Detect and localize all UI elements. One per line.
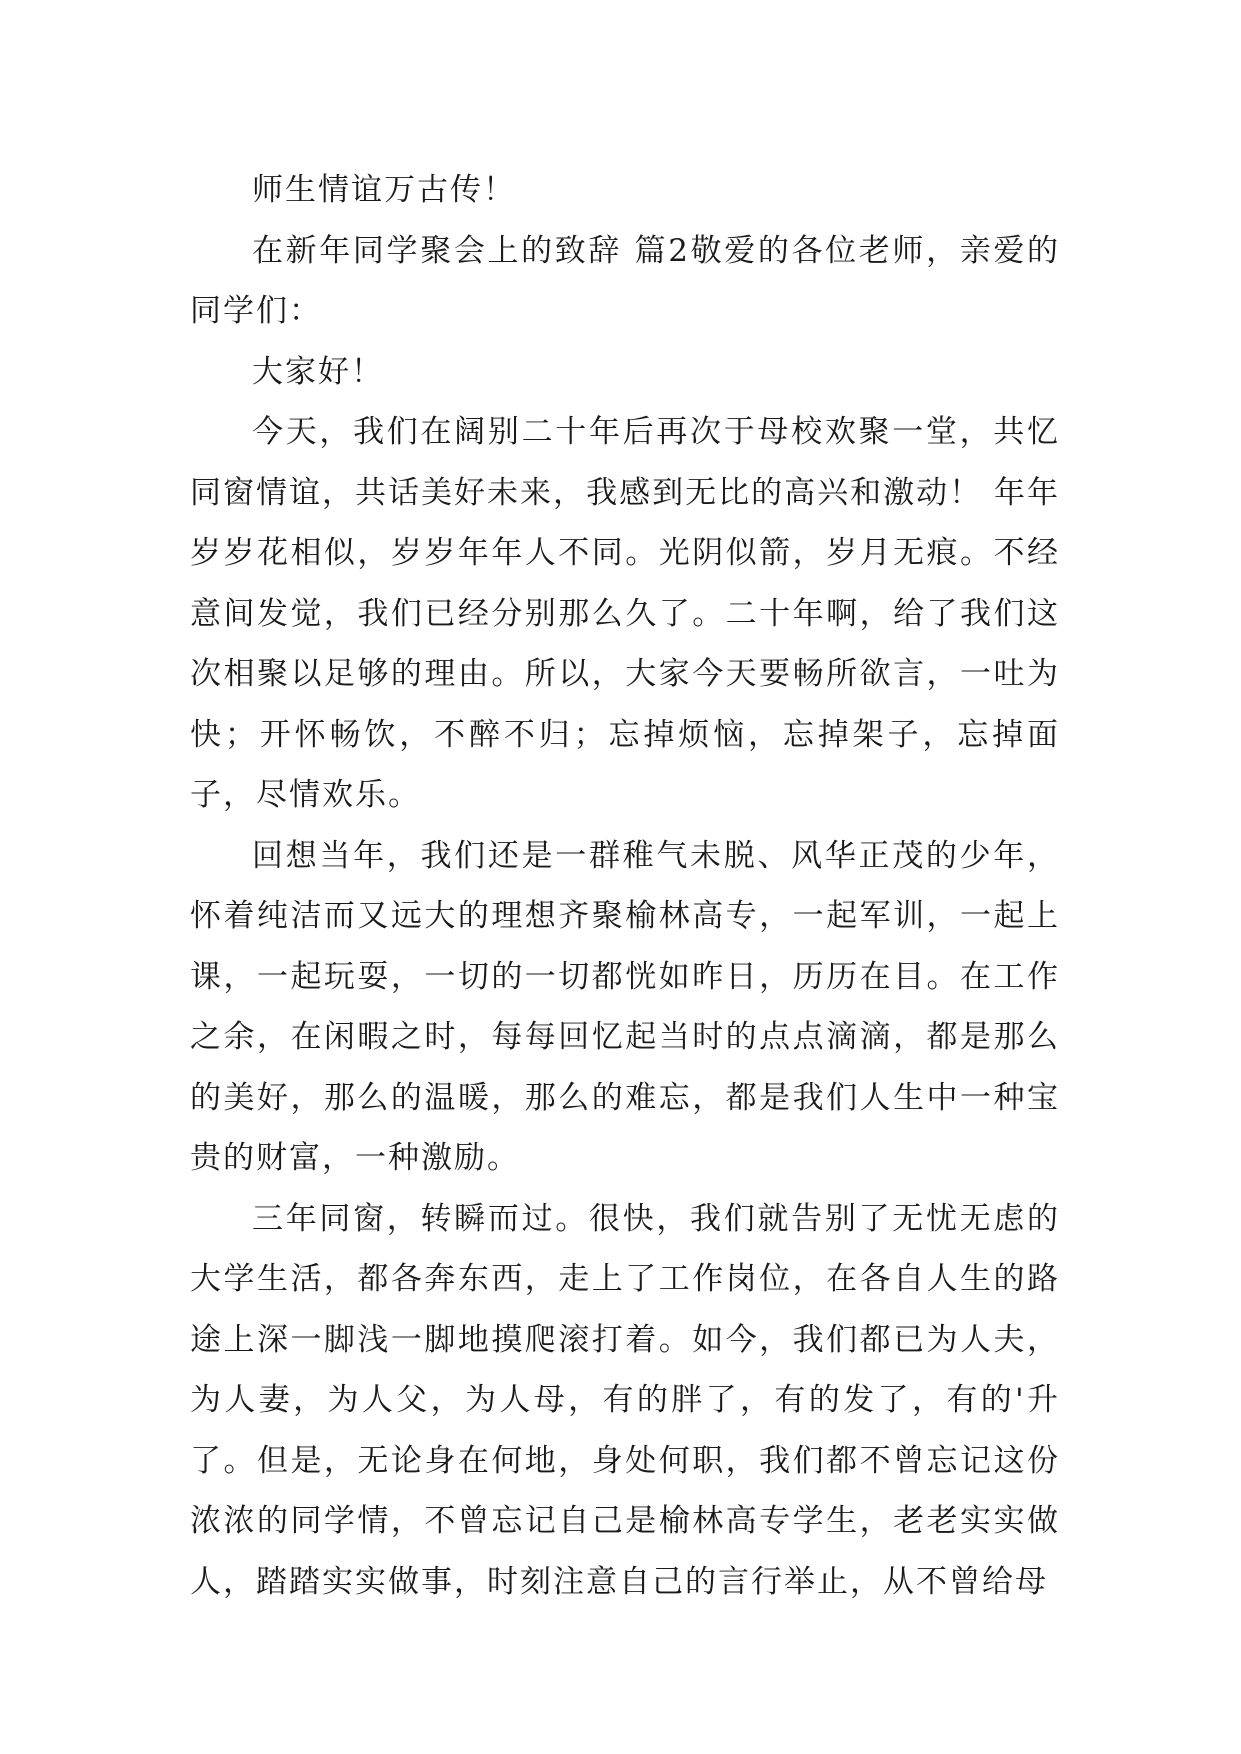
paragraph-three-years: 三年同窗，转瞬而过。很快，我们就告别了无忧无虑的大学生活，都各奔东西，走上了工作岗位，在各自人生的路途上深一脚浅一脚地摸爬滚打着。如今，我们都已为人夫，为人妻，为人父，为人母，有的胖了，有的发了，有的'升了。但是，无论身在何地，身处何职，我们都不曾忘记这份浓浓的同学情，不曾忘记自己是榆林高专学生，老老实实做人，踏踏实实做事，时刻注意自己的言行举止，从不曾给母 xyxy=(190,1200,1060,1600)
paragraph-speech-title-greeting: 在新年同学聚会上的致辞 篇2敬爱的各位老师，亲爱的同学们： xyxy=(190,232,1060,329)
paragraph-closing-line: 师生情谊万古传！ xyxy=(252,172,516,208)
paragraph-reunion: 今天，我们在阔别二十年后再次于母校欢聚一堂，共忆同窗情谊，共话美好未来，我感到无比的高兴和激动！ 年年岁岁花相似，岁岁年年人不同。光阴似箭，岁月无痕。不经意间发觉，我们已经分别那么久了。二十年啊，给了我们这次相聚以足够的理由。所以，大家今天要畅所欲言，一吐为快；开怀畅饮，不醉不归；忘掉烦恼，忘掉架子，忘掉面子，尽情欢乐。 xyxy=(190,414,1060,813)
paragraph-memories: 回想当年，我们还是一群稚气未脱、风华正茂的少年，怀着纯洁而又远大的理想齐聚榆林高专，一起军训，一起上课，一起玩耍，一切的一切都恍如昨日，历历在目。在工作之余，在闲暇之时，每每回忆起当时的点点滴滴，都是那么的美好，那么的温暖，那么的难忘，都是我们人生中一种宝贵的财富，一种激励。 xyxy=(190,837,1060,1176)
document-body xyxy=(190,160,1060,1612)
paragraph-hello: 大家好！ xyxy=(252,353,384,390)
